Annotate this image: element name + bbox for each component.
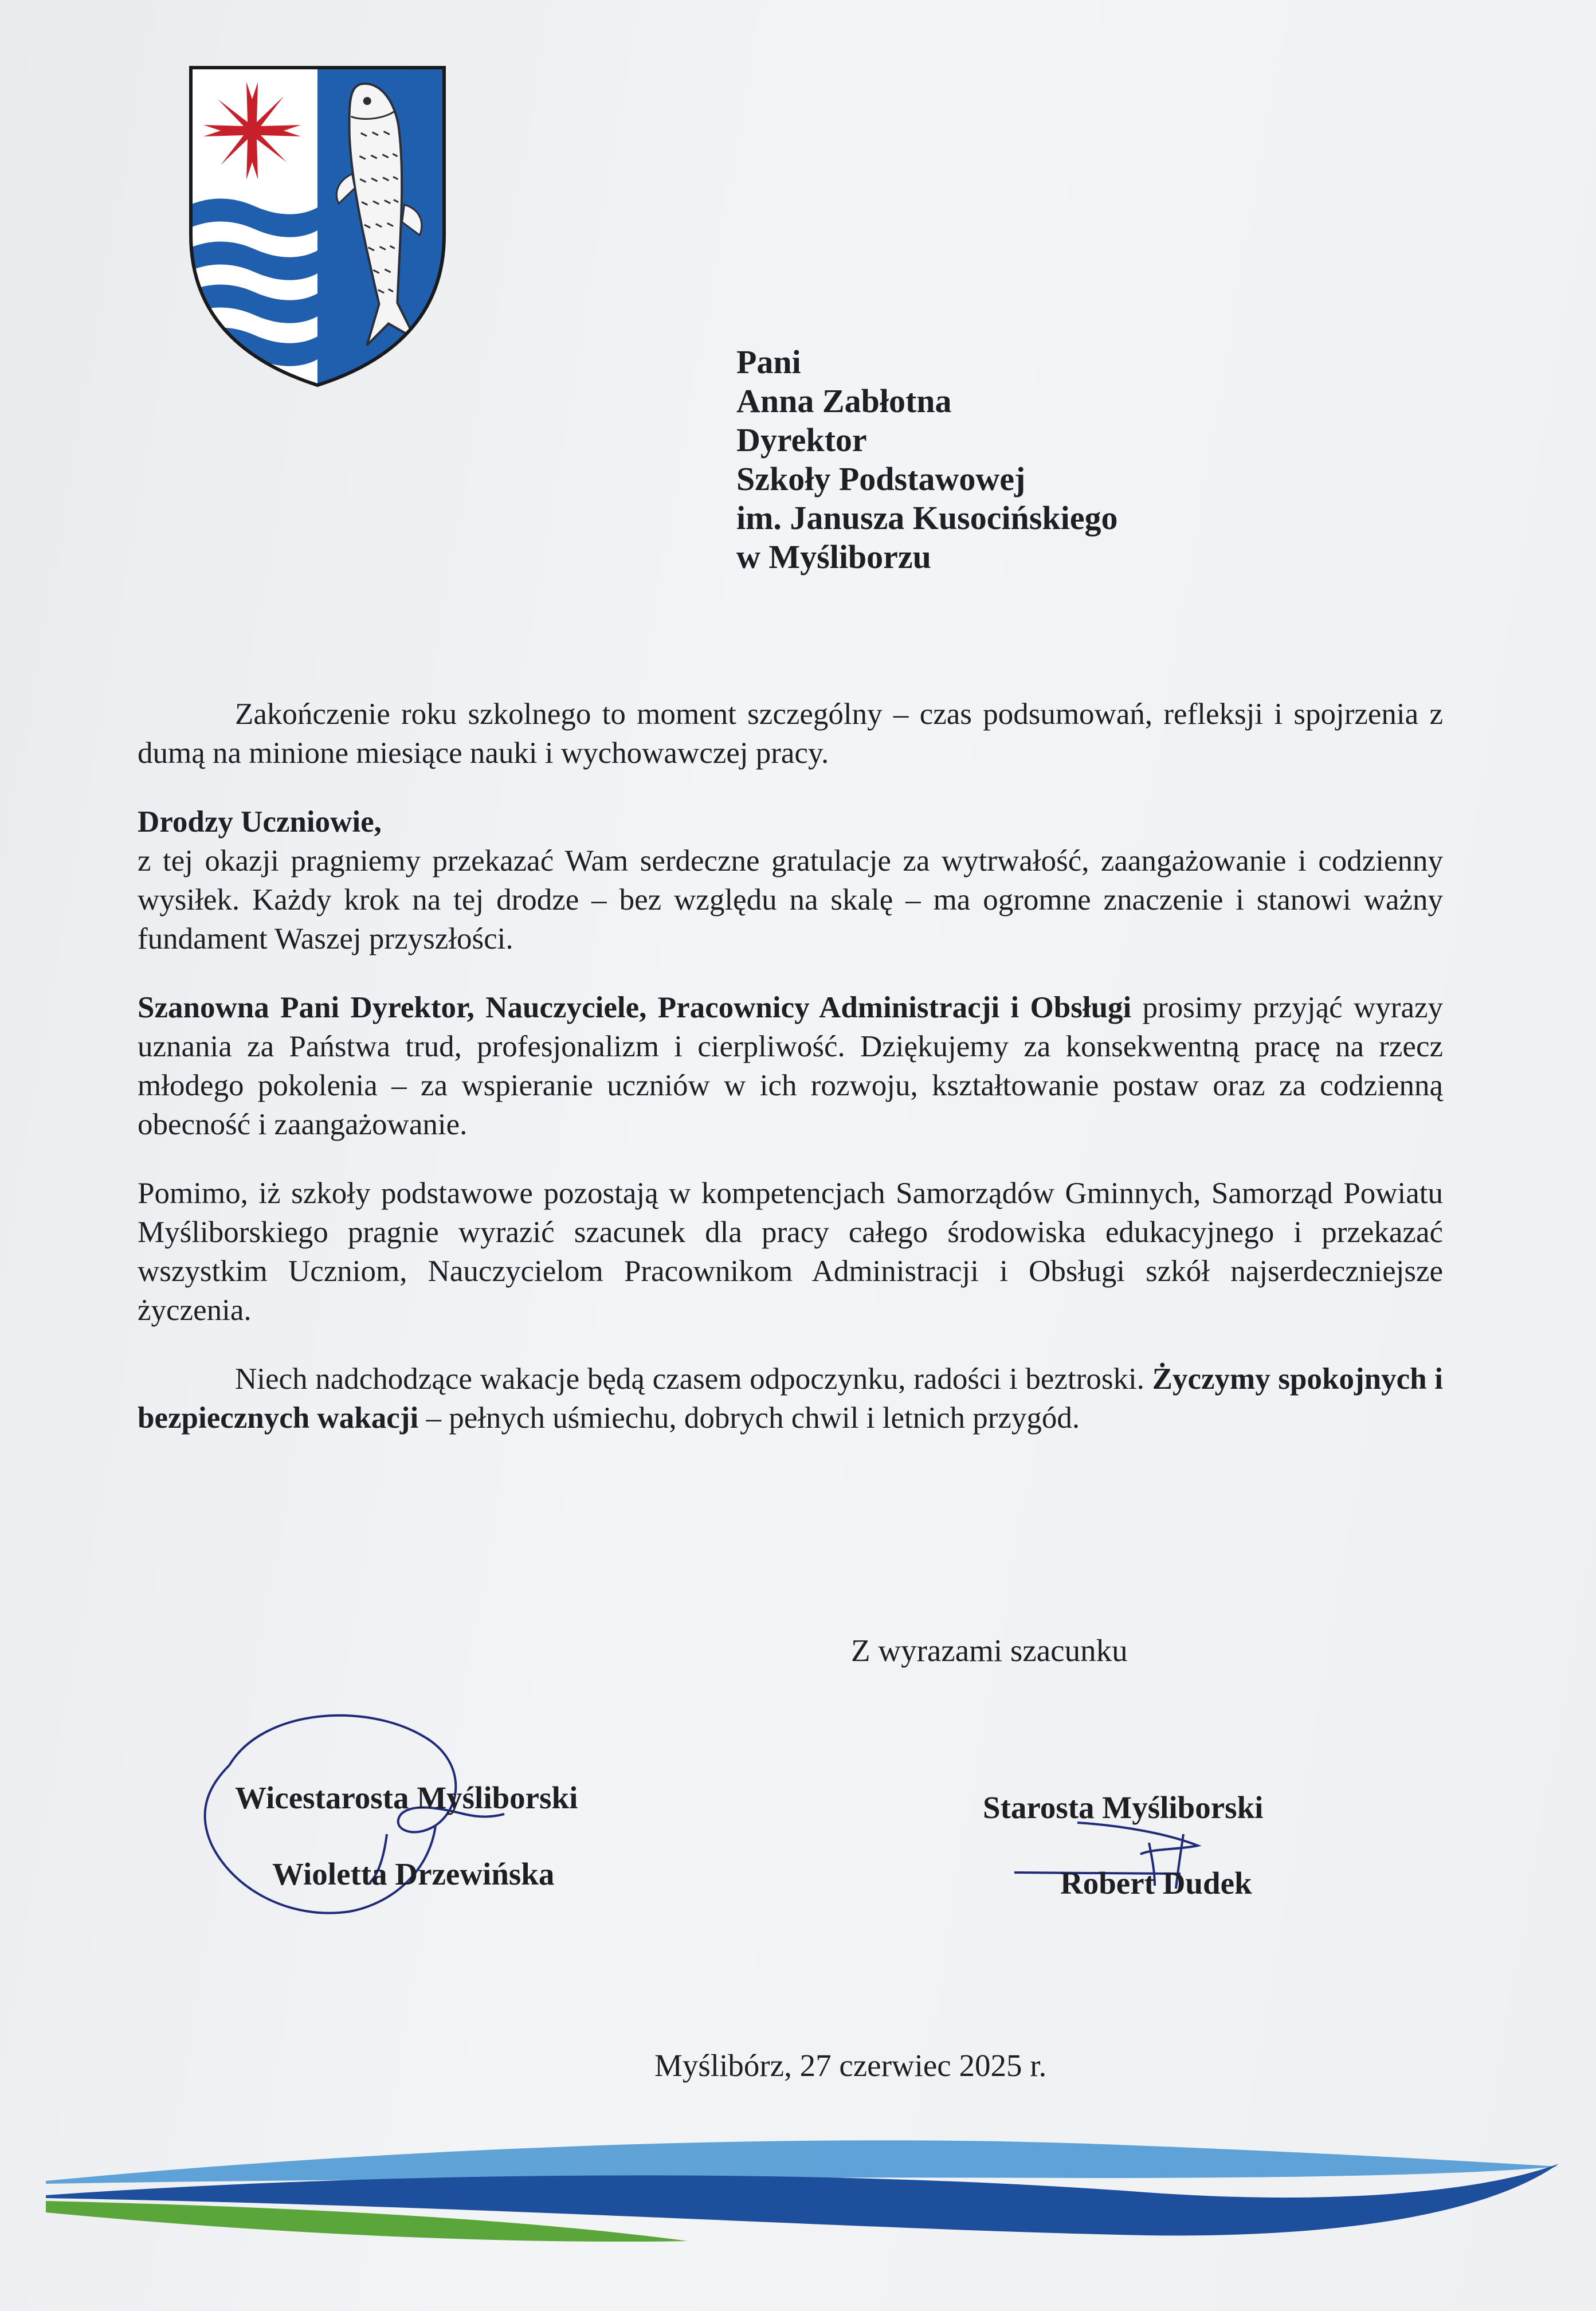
addressee-line: im. Janusza Kusocińskiego xyxy=(736,499,1118,536)
addressee-line: w Myśliborzu xyxy=(736,538,931,575)
closing-phrase: Z wyrazami szacunku xyxy=(851,1633,1128,1668)
holiday-text: Niech nadchodzące wakacje będą czasem odpoczynku, radości i beztroski. xyxy=(235,1362,1144,1396)
staff-heading: Szanowna Pani Dyrektor, Nauczyciele, Pracownicy Administracji i Obsługi xyxy=(138,991,1132,1024)
addressee-block xyxy=(736,343,1118,577)
right-signatory-title: Starosta Myśliborski xyxy=(983,1790,1264,1825)
left-signatory-name: Wioletta Drzewińska xyxy=(272,1856,555,1891)
addressee-line: Szkoły Podstawowej xyxy=(736,460,1026,498)
wishes-paragraph xyxy=(138,1360,1443,1437)
wishes-rest: – pełnych uśmiechu, dobrych chwil i letnich przygód. xyxy=(418,1401,1080,1435)
wishes-bold: Życzymy spokojnych i bezpiecznych wakacji xyxy=(138,1362,1444,1435)
addressee-line: Anna Zabłotna xyxy=(736,382,952,420)
county-paragraph: Pomimo, iż szkoły podstawowe pozostają w kompetencjach Samorządów Gminnych, Samorząd Powiatu Myśliborskiego pragnie wyrazić szacunek dla pracy całego środowiska edukacyjnego i przekazać wszystkim Uczniom, Nauczycielom Pracownikom Administracji i Obsługi szkół najserdeczniejsze życzenia. xyxy=(138,1177,1443,1327)
staff-paragraph xyxy=(138,988,1443,1144)
addressee-line: Pani xyxy=(736,343,801,381)
letter-body xyxy=(138,695,1443,1467)
left-signatory-title: Wicestarosta Myśliborski xyxy=(235,1780,578,1815)
students-heading: Drodzy Uczniowie, xyxy=(138,805,382,839)
addressee-line: Dyrektor xyxy=(736,421,867,459)
staff-text: prosimy przyjąć wyrazy uznania za Państwa trud, profesjonalizm i cierpliwość. Dziękujemy za konsekwentną pracę na rzecz młodego pokolenia – za wspieranie uczniów w ich rozwoju, kształtowanie postaw oraz za codzienną obecność i zaangażowanie. xyxy=(138,991,1443,1141)
intro-paragraph: Zakończenie roku szkolnego to moment szczególny – czas podsumowań, refleksji i spojrzenia z dumą na minione miesiące nauki i wychowawczej pracy. xyxy=(138,698,1443,770)
right-signatory-name: Robert Dudek xyxy=(1060,1866,1252,1901)
coat-of-arms-icon xyxy=(186,63,449,390)
students-paragraph xyxy=(138,802,1443,958)
place-date: Myślibórz, 27 czerwiec 2025 r. xyxy=(654,2048,1047,2083)
students-text: z tej okazji pragniemy przekazać Wam serdeczne gratulacje za wytrwałość, zaangażowanie i codzienny wysiłek. Każdy krok na tej drodze – bez względu na skalę – ma ogromne znaczenie i stanowi ważny fundament Waszej przyszłości. xyxy=(138,844,1443,955)
footer-wave xyxy=(0,2121,1596,2270)
